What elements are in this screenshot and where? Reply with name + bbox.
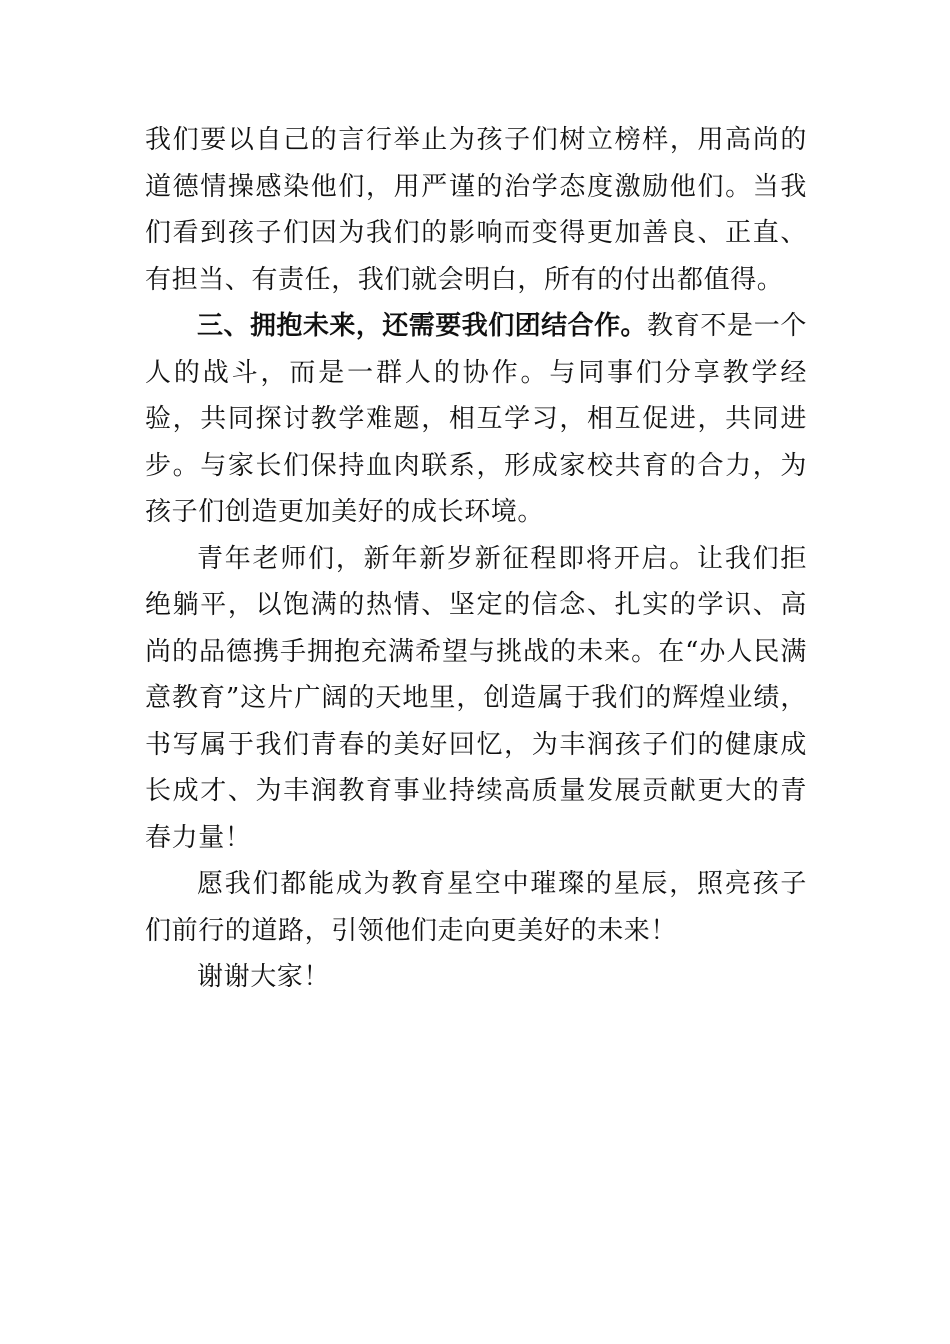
document-body — [145, 117, 807, 1001]
paragraph-text: 教育不是一个人的战斗，而是一群人的协作。与同事们分享教学经验，共同探讨教学难题，相互学习，相互促进，共同进步。与家长们保持血肉联系，形成家校共育的合力，为孩子们创造更加美好的成长环境。 — [145, 311, 807, 527]
paragraph-thanks — [145, 954, 807, 1001]
paragraph-text: 愿我们都能成为教育星空中璀璨的星辰，照亮孩子们前行的道路，引领他们走向更美好的未来！ — [145, 869, 807, 946]
paragraph-young-teachers — [145, 536, 807, 862]
paragraph-role-model — [145, 117, 807, 303]
section-heading-three: 三、拥抱未来，还需要我们团结合作。 — [197, 311, 648, 341]
closing-thanks: 谢谢大家！ — [197, 962, 331, 992]
paragraph-text: 青年老师们，新年新岁新征程即将开启。让我们拒绝躺平，以饱满的热情、坚定的信念、扎实的学识、高尚的品德携手拥抱充满希望与挑战的未来。在“办人民满意教育”这片广阔的天地里，创造属于我们的辉煌业绩，书写属于我们青春的美好回忆，为丰润孩子们的健康成长成才、为丰润教育事业持续高质量发展贡献更大的青春力量！ — [145, 543, 807, 853]
paragraph-teamwork — [145, 303, 807, 536]
paragraph-text: 我们要以自己的言行举止为孩子们树立榜样，用高尚的道德情操感染他们，用严谨的治学态度激励他们。当我们看到孩子们因为我们的影响而变得更加善良、正直、有担当、有责任，我们就会明白，所有的付出都值得。 — [145, 125, 807, 295]
paragraph-wish — [145, 861, 807, 954]
